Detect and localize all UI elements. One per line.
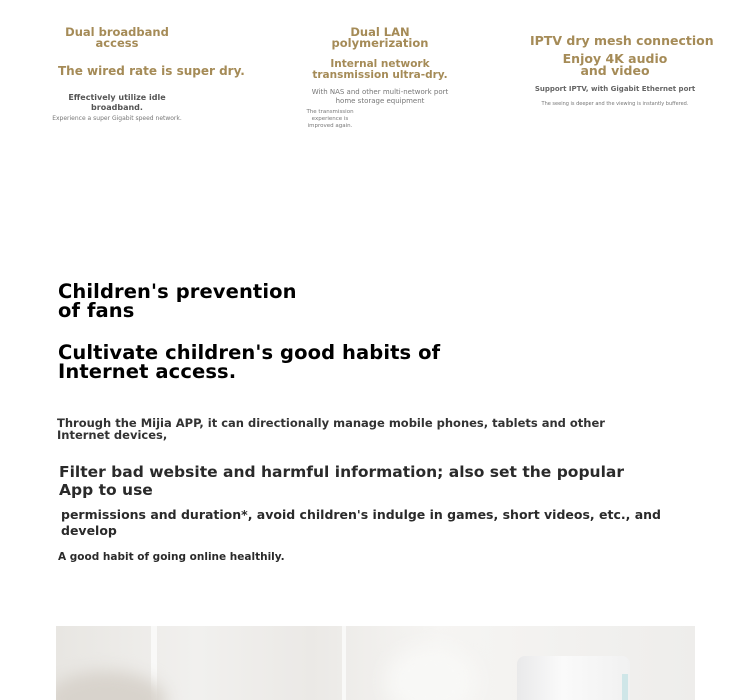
body-paragraph-healthy-habit: A good habit of going online healthily. [58, 551, 285, 563]
feature-dual-broadband [52, 25, 245, 122]
feature-dual-lan [290, 27, 470, 130]
feature-title: Dual LAN polymerization [331, 25, 429, 50]
feature-description: Support IPTV, with Gigabit Ethernet port [534, 85, 696, 93]
feature-subtitle: The wired rate is super dry. [58, 64, 245, 78]
section-heading-children-prevention: Children's prevention of fans [58, 280, 297, 322]
feature-iptv [530, 33, 714, 108]
feature-note: The transmission experience is improved again. [306, 109, 354, 129]
feature-subtitle: Enjoy 4K audio and video [562, 51, 668, 78]
feature-description: Effectively utilize idle broadband. [68, 93, 166, 112]
feature-title: IPTV dry mesh connection [530, 33, 714, 48]
feature-note: The seeing is deeper and the viewing is instantly buffered. [541, 101, 689, 107]
blurred-light [386, 646, 476, 700]
product-lifestyle-photo [56, 626, 695, 700]
router-light-strip [622, 674, 628, 700]
window-frame [342, 626, 346, 700]
body-paragraph-filter: Filter bad website and harmful information; also set the popular App to use [59, 463, 624, 499]
section-heading-good-habits: Cultivate children's good habits of Internet access. [58, 341, 441, 383]
feature-subtitle: Internal network transmission ultra-dry. [312, 58, 448, 81]
feature-note: Experience a super Gigabit speed network. [52, 115, 182, 122]
body-paragraph-mijia-app: Through the Mijia APP, it can directionally manage mobile phones, tablets and other Internet devices, [57, 416, 605, 442]
body-paragraph-permissions: permissions and duration*, avoid children's indulge in games, short videos, etc., and develop [61, 507, 661, 538]
blurred-figure [56, 671, 166, 700]
feature-title: Dual broadband access [65, 25, 169, 50]
feature-description: With NAS and other multi-network port home storage equipment [311, 88, 449, 105]
router-device [517, 656, 630, 700]
